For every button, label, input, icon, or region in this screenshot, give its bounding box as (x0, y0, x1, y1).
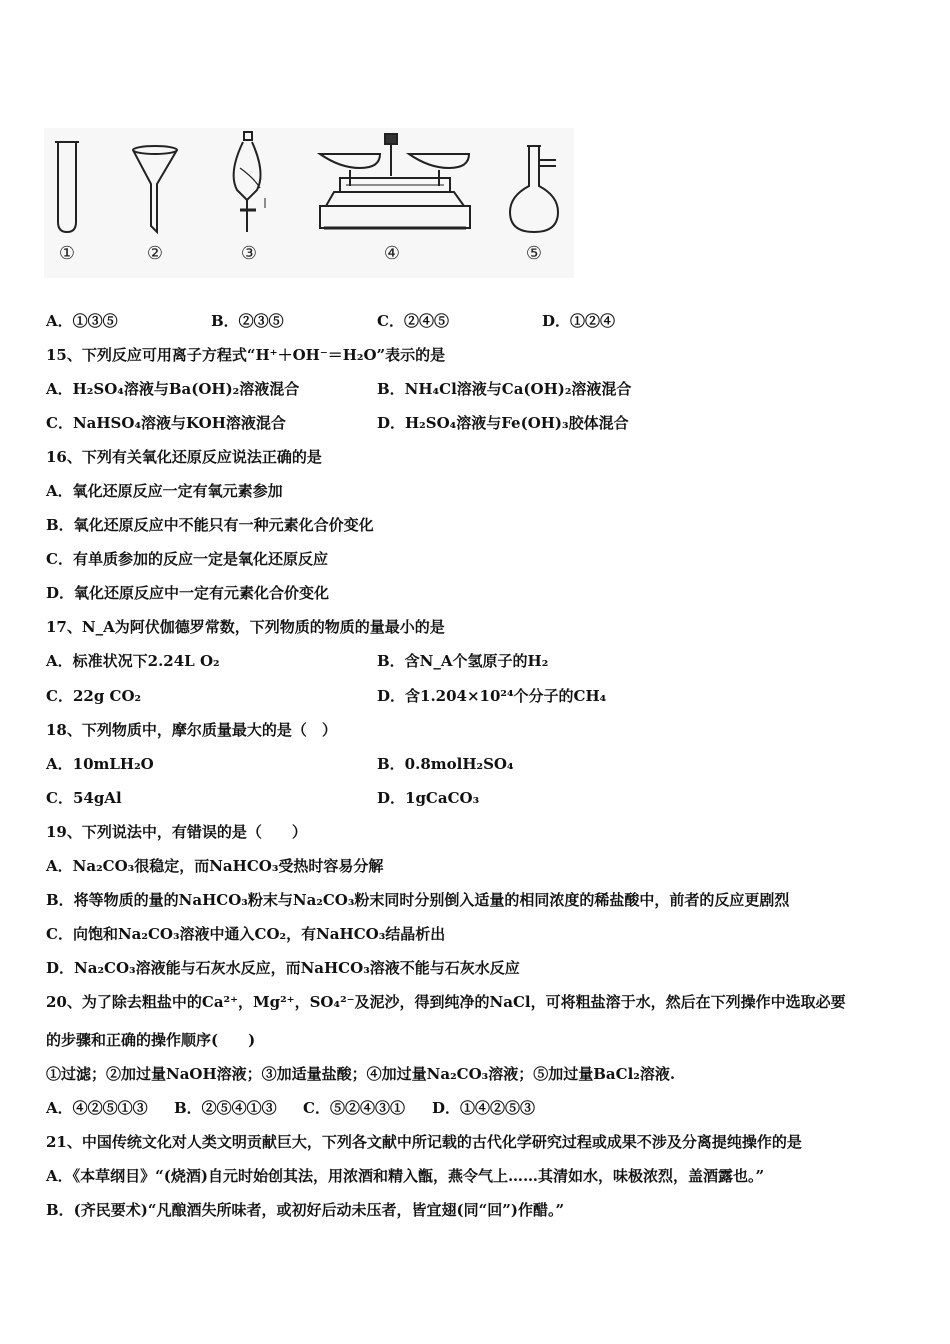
q19-option-c: C．向饱和Na₂CO₃溶液中通入CO₂，有NaHCO₃结晶析出 (46, 925, 446, 943)
q21-option-b: B．(齐民要术)“凡酿酒失所味者，或初好后动未压者，皆宜翅(同“回”)作醋。” (46, 1201, 565, 1219)
figure-label-2: ② (146, 243, 164, 264)
q19-option-d: D．Na₂CO₃溶液能与石灰水反应，而NaHCO₃溶液不能与石灰水反应 (46, 959, 520, 977)
q21-stem: 21、中国传统文化对人类文明贡献巨大，下列各文献中所记载的古代化学研究过程或成果不涉及分离提纯操作的是 (46, 1133, 802, 1151)
apparatus-figure (44, 128, 574, 278)
q20-option-d: D．①④②⑤③ (432, 1099, 536, 1117)
q17-stem: 17、N_A为阿伏伽德罗常数，下列物质的物质的量最小的是 (46, 618, 445, 636)
q20-option-a: A．④②⑤①③ (46, 1099, 148, 1117)
q14-option-a: A．①③⑤ (46, 312, 118, 330)
q17-option-d: D．含1.204×10²⁴个分子的CH₄ (377, 687, 607, 705)
q20-operations: ①过滤；②加过量NaOH溶液；③加适量盐酸；④加过量Na₂CO₃溶液；⑤加过量BaCl₂溶液. (46, 1065, 676, 1083)
q19-stem: 19、下列说法中，有错误的是（ ） (46, 823, 307, 841)
q18-option-a: A．10mLH₂O (46, 755, 154, 773)
q20-stem-line2: 的步骤和正确的操作顺序( ) (46, 1031, 256, 1049)
q21-option-a: A．《本草纲目》“(烧酒)自元时始创其法，用浓酒和精入甑，燕令气上……其清如水，味极浓烈，盖酒露也。” (46, 1167, 765, 1185)
q17-option-b: B．含N_A个氢原子的H₂ (377, 652, 549, 670)
q14-option-b: B．②③⑤ (211, 312, 284, 330)
q20-option-b: B．②⑤④①③ (174, 1099, 277, 1117)
q16-option-c: C．有单质参加的反应一定是氧化还原反应 (46, 550, 328, 568)
q20-stem-line1: 20、为了除去粗盐中的Ca²⁺，Mg²⁺，SO₄²⁻及泥沙，得到纯净的NaCl，可将粗盐溶于水，然后在下列操作中选取必要 (46, 993, 846, 1011)
q18-option-d: D．1gCaCO₃ (377, 789, 480, 807)
q16-option-b: B．氧化还原反应中不能只有一种元素化合价变化 (46, 516, 374, 534)
q17-option-c: C．22g CO₂ (46, 687, 142, 705)
q16-stem: 16、下列有关氧化还原反应说法正确的是 (46, 448, 322, 466)
q16-option-d: D．氧化还原反应中一定有元素化合价变化 (46, 584, 330, 602)
q17-option-a: A．标准状况下2.24L O₂ (46, 652, 220, 670)
q15-option-b: B．NH₄Cl溶液与Ca(OH)₂溶液混合 (377, 380, 632, 398)
q18-option-b: B．0.8molH₂SO₄ (377, 755, 514, 773)
figure-label-5: ⑤ (525, 243, 543, 264)
q20-option-c: C．⑤②④③① (303, 1099, 405, 1117)
q15-option-c: C．NaHSO₄溶液与KOH溶液混合 (46, 414, 286, 432)
q15-option-a: A．H₂SO₄溶液与Ba(OH)₂溶液混合 (46, 380, 300, 398)
q18-option-c: C．54gAl (46, 789, 122, 807)
figure-label-3: ③ (240, 243, 258, 264)
q15-stem: 15、下列反应可用离子方程式“H⁺＋OH⁻＝H₂O”表示的是 (46, 346, 446, 364)
q14-option-d: D．①②④ (542, 312, 616, 330)
q19-option-a: A．Na₂CO₃很稳定，而NaHCO₃受热时容易分解 (46, 857, 384, 875)
q15-option-d: D．H₂SO₄溶液与Fe(OH)₃胶体混合 (377, 414, 629, 432)
figure-label-1: ① (58, 243, 76, 264)
q18-stem: 18、下列物质中，摩尔质量最大的是（ ） (46, 721, 337, 739)
q16-option-a: A．氧化还原反应一定有氧元素参加 (46, 482, 283, 500)
figure-label-4: ④ (383, 243, 401, 264)
q14-option-c: C．②④⑤ (377, 312, 449, 330)
q19-option-b: B．将等物质的量的NaHCO₃粉末与Na₂CO₃粉末同时分别倒入适量的相同浓度的稀盐酸中，前者的反应更剧烈 (46, 891, 790, 909)
